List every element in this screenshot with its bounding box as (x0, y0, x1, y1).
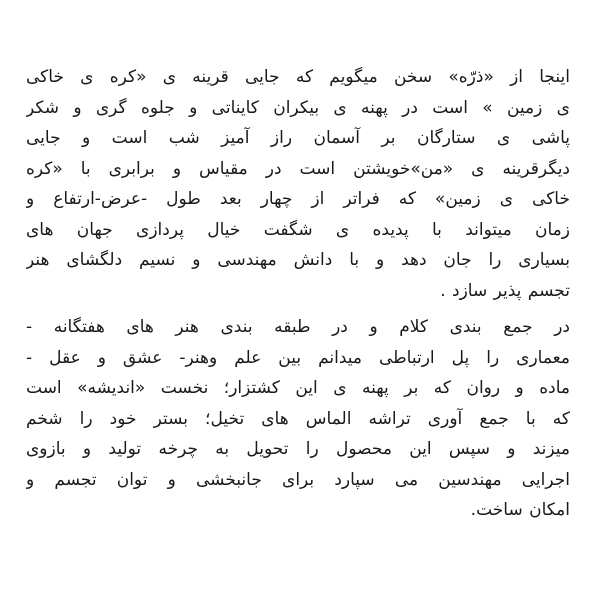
text-line: زمان میتواند با پدیده ی شگفت خیال پردازی جهان های (26, 219, 570, 240)
text-line: اینجا از «ذرّه» سخن میگویم که جایی قرینه ی «کره ی خاکی (26, 67, 570, 87)
text-line: معماری را پل ارتباطی میدانم بین علم وهنر- عشق و عقل - (26, 347, 570, 368)
text-line: اجرایی مهندسین می سپارد برای جانبخشی و توان تجسم و (26, 469, 570, 490)
text-line: ماده و روان که بر پهنه ی این کشتزار؛ نخست «اندیشه» است (26, 378, 570, 398)
text-line: دیگرقرینه ی «من»خویشتن است در مقیاس و برابری با «کره (26, 158, 570, 179)
text-line: امکان ساخت. (470, 500, 570, 520)
text-line: بسیاری را جان دهد و با دانش مهندسی و نسیم دلگشای هنر (26, 250, 570, 270)
paragraph-atom (26, 62, 570, 306)
text-line: تجسم پذیر سازد . (440, 280, 570, 301)
text-line: ی زمین » است در پهنه ی بیکران کایناتی و جلوه گری و شکر (26, 97, 570, 118)
text-line: پاشی ی ستارگان بر آسمان راز آمیز شب است و جایی (26, 128, 570, 148)
text-line: خاکی ی زمین» که فراتر از چهار بعد طول -عرض-ارتفاع و (26, 189, 570, 209)
paragraph-architecture (26, 312, 570, 526)
text-line: در جمع بندی کلام و در طبقه بندی هنر های هفتگانه - (26, 317, 570, 337)
text-line: که با جمع آوری تراشه الماس های تخیل؛ بستر خود را شخم (26, 408, 570, 429)
text-line: میزند و سپس این محصول را تحویل به چرخه تولید و بازوی (26, 439, 570, 459)
